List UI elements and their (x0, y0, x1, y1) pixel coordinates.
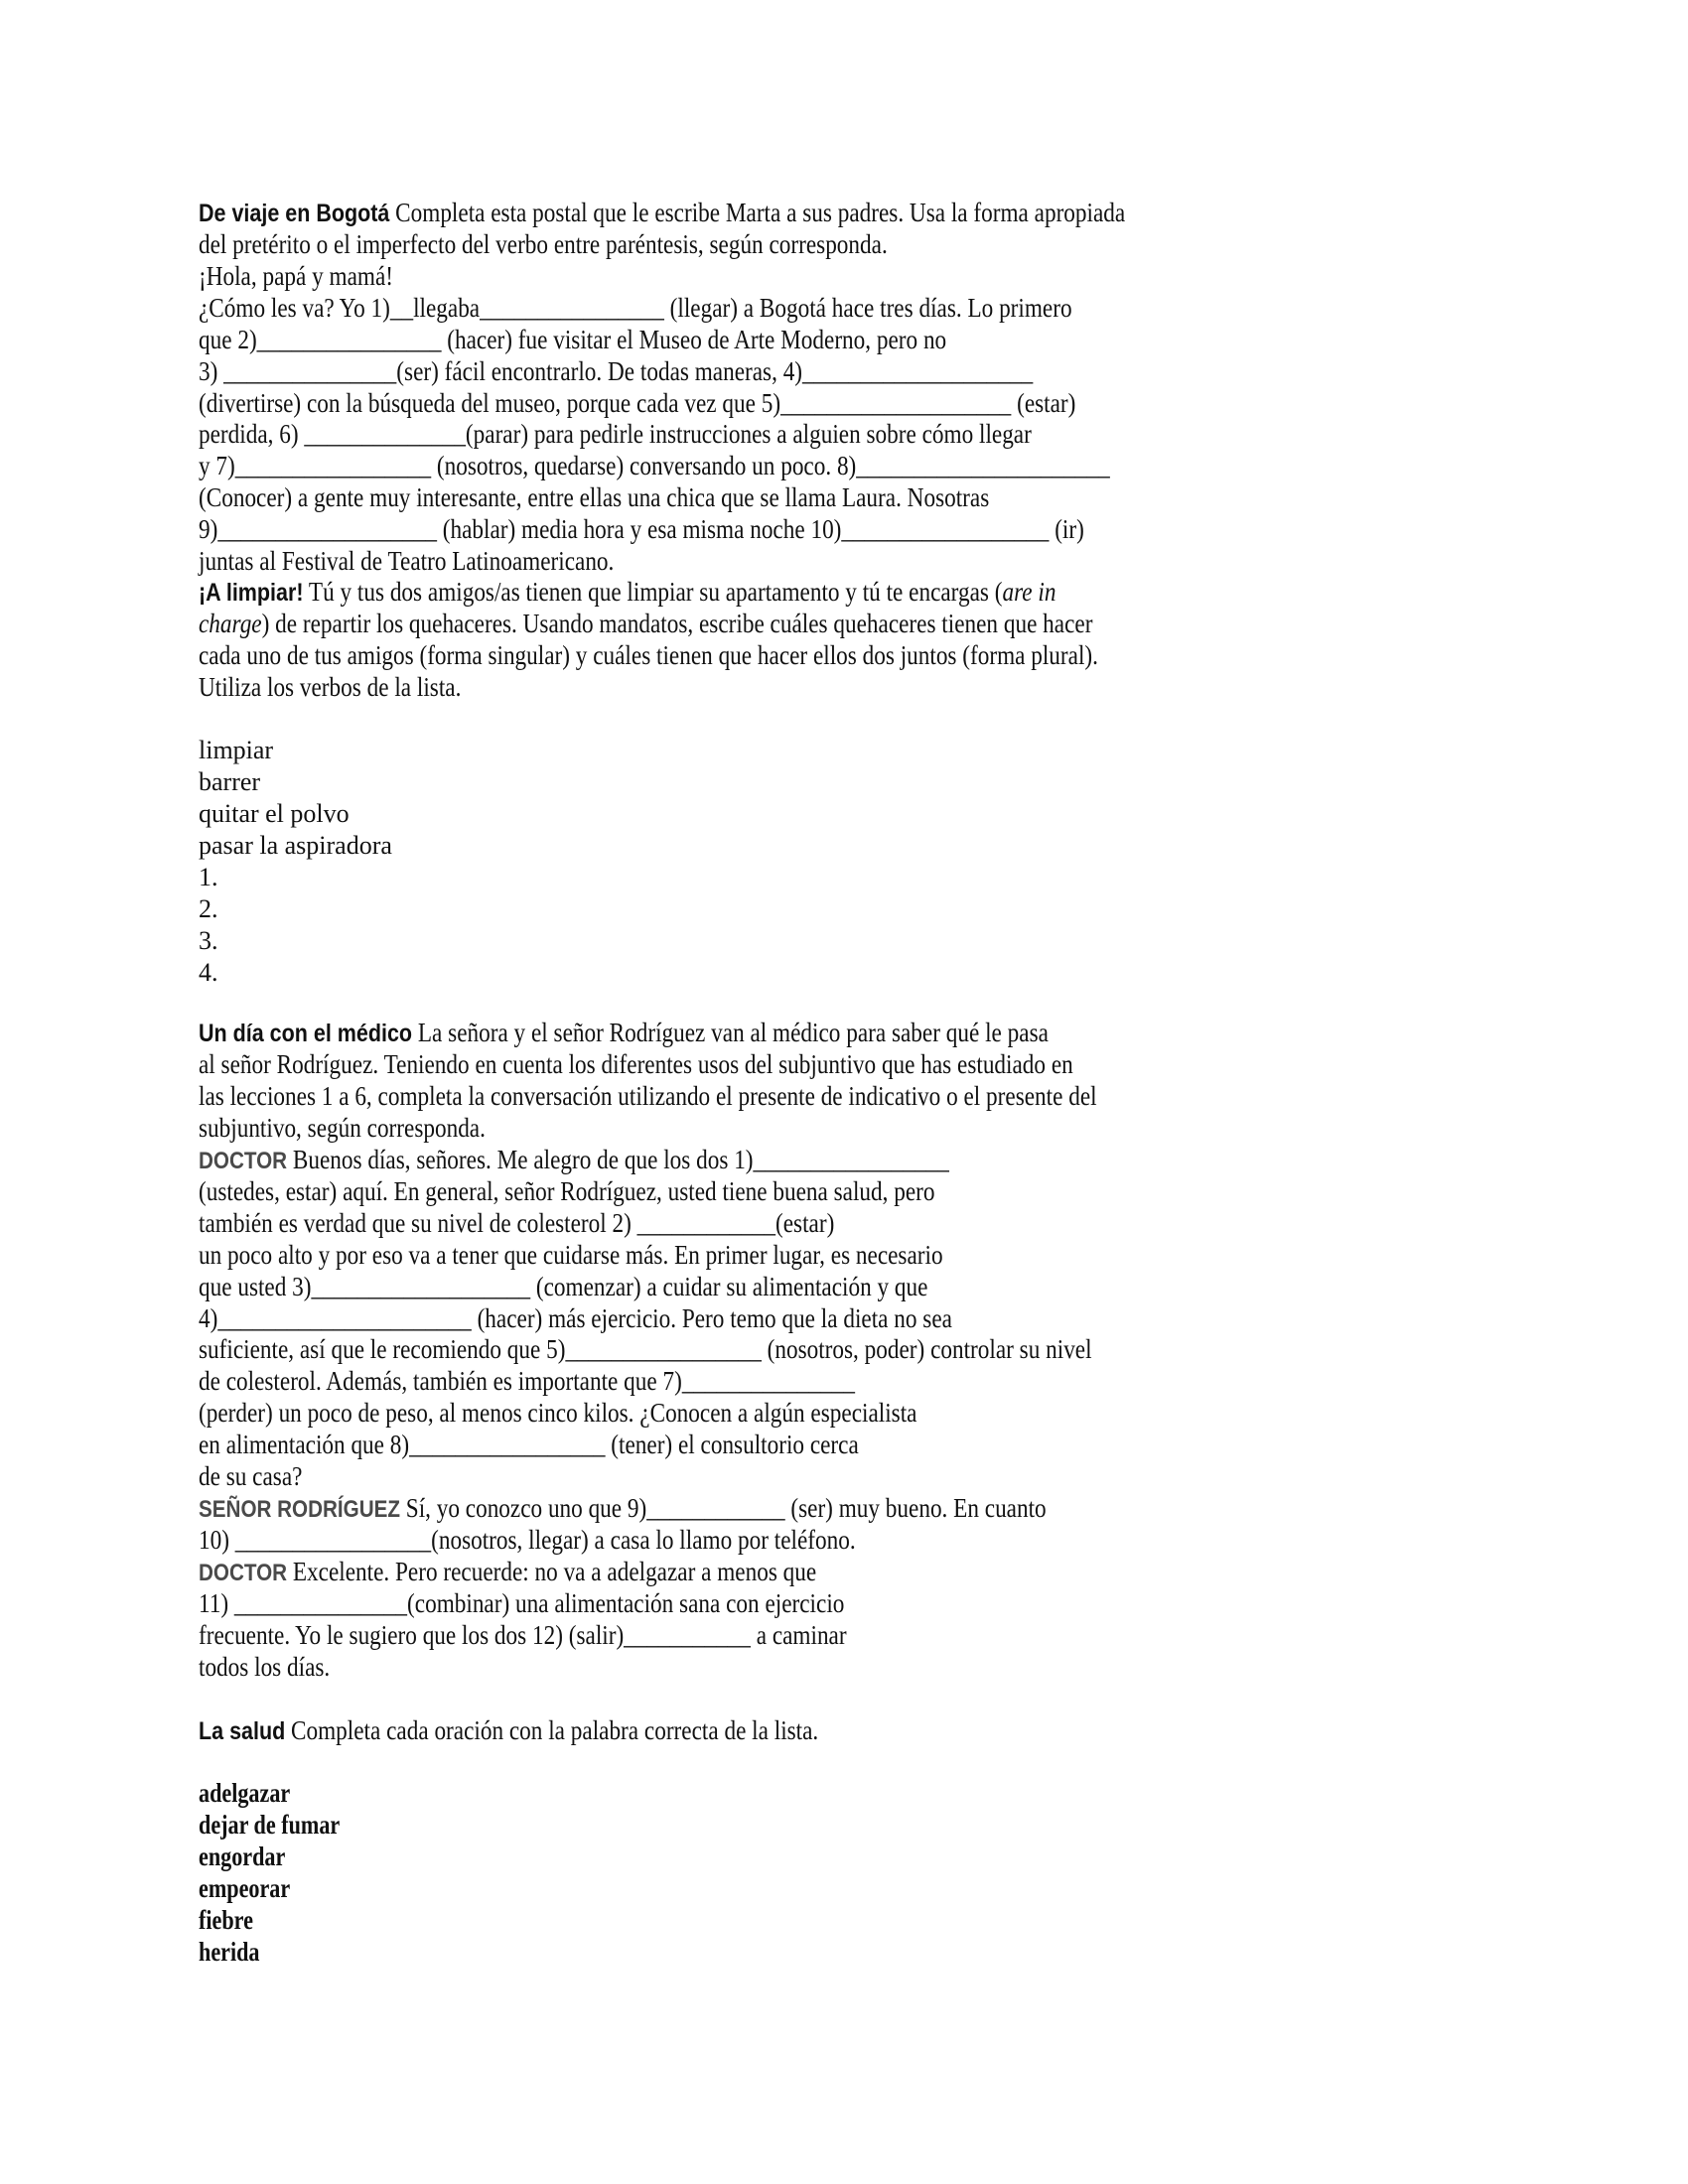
text-line: cada uno de tus amigos (forma singular) y cuáles tienen que hacer ellos dos juntos (forma plural). (199, 640, 1098, 670)
section4-heading: La salud (199, 1717, 286, 1745)
dialogue-line (199, 1556, 816, 1587)
section1-instructions: Completa esta postal que le escribe Marta a sus padres. Usa la forma apropiada (389, 198, 1126, 227)
verb-list-item: limpiar (199, 736, 274, 764)
dialogue-line: 4)______________________ (hacer) más ejercicio. Pero temo que la dieta no sea (199, 1303, 952, 1333)
italic-gloss: are in (1002, 577, 1056, 607)
word-list-item: engordar (199, 1842, 286, 1871)
section4-instructions: Completa cada oración con la palabra correcta de la lista. (285, 1715, 819, 1745)
verb-list-item: barrer (199, 767, 261, 796)
dialogue-line: un poco alto y por eso va a tener que cuidarse más. En primer lugar, es necesario (199, 1240, 943, 1270)
dialogue-line: 11) _______________(combinar) una alimentación sana con ejercicio (199, 1588, 845, 1618)
answer-number: 2. (199, 894, 218, 923)
word-list-item: fiebre (199, 1905, 253, 1935)
dialogue-line: suficiente, así que le recomiendo que 5)_________________ (nosotros, poder) controlar su nivel (199, 1334, 1092, 1364)
fill-in-line-2: que 2)________________ (hacer) fue visitar el Museo de Arte Moderno, pero no (199, 325, 947, 354)
fill-in-line-7-8: y 7)_________________ (nosotros, quedarse) conversando un poco. 8)______________________ (199, 451, 1110, 480)
dialogue-line (199, 1492, 1047, 1524)
answer-number: 1. (199, 863, 218, 891)
answer-number: 3. (199, 926, 218, 955)
section4-title-line (199, 1714, 818, 1746)
text-line: las lecciones 1 a 6, completa la conversación utilizando el presente de indicativo o el presente del (199, 1081, 1097, 1111)
fill-in-line-5: (divertirse) con la búsqueda del museo, porque cada vez que 5)____________________ (estar) (199, 388, 1076, 418)
text-line: subjuntivo, según corresponda. (199, 1113, 486, 1143)
dialogue-line: (perder) un poco de peso, al menos cinco kilos. ¿Conocen a algún especialista (199, 1398, 917, 1428)
fill-in-line-3-4: 3) _______________(ser) fácil encontrarlo. De todas maneras, 4)____________________ (199, 356, 1034, 386)
section2-instructions: Tú y tus dos amigos/as tienen que limpiar su apartamento y tú te encargas ( (303, 577, 1003, 607)
text-line: al señor Rodríguez. Teniendo en cuenta los diferentes usos del subjuntivo que has estudiado en (199, 1049, 1073, 1079)
text-line: juntas al Festival de Teatro Latinoamericano. (199, 546, 615, 576)
dialogue-line: todos los días. (199, 1652, 331, 1682)
dialogue-line: (ustedes, estar) aquí. En general, señor Rodríguez, usted tiene buena salud, pero (199, 1176, 935, 1206)
postcard-greeting: ¡Hola, papá y mamá! (199, 261, 393, 291)
dialogue-line (199, 1144, 949, 1175)
verb-list-item: quitar el polvo (199, 799, 350, 828)
section3-instructions: La señora y el señor Rodríguez van al médico para saber qué le pasa (412, 1018, 1049, 1047)
dialogue-line: que usted 3)___________________ (comenzar) a cuidar su alimentación y que (199, 1272, 928, 1301)
dialogue-line: 10) _________________(nosotros, llegar) a casa lo llamo por teléfono. (199, 1525, 856, 1555)
word-list-item: adelgazar (199, 1778, 291, 1808)
text-line: (Conocer) a gente muy interesante, entre ellas una chica que se llama Laura. Nosotras (199, 482, 990, 512)
speaker-doctor: DOCTOR (199, 1560, 288, 1586)
text-line (199, 608, 1092, 639)
italic-gloss: charge (199, 609, 262, 638)
section1-heading: De viaje en Bogotá (199, 200, 390, 227)
dialogue-line: frecuente. Yo le sugiero que los dos 12) (salir)___________ a caminar (199, 1620, 847, 1650)
dialogue-text: Buenos días, señores. Me alegro de que los dos 1)_________________ (287, 1145, 949, 1174)
text-line: Utiliza los verbos de la lista. (199, 672, 462, 702)
word-list-item: herida (199, 1937, 260, 1967)
text-line: del pretérito o el imperfecto del verbo entre paréntesis, según corresponda. (199, 229, 888, 259)
section1-title-line (199, 197, 1125, 228)
dialogue-line: en alimentación que 8)_________________ (tener) el consultorio cerca (199, 1430, 859, 1459)
fill-in-line-9-10: 9)___________________ (hablar) media hora y esa misma noche 10)__________________ (ir) (199, 514, 1084, 544)
section2-title-line (199, 576, 1055, 608)
dialogue-text: Excelente. Pero recuerde: no va a adelgazar a menos que (287, 1557, 817, 1586)
speaker-senor-rodriguez: SEÑOR RODRÍGUEZ (199, 1496, 400, 1523)
dialogue-line: de colesterol. Además, también es importante que 7)_______________ (199, 1366, 855, 1396)
section3-heading: Un día con el médico (199, 1020, 413, 1047)
dialogue-line: también es verdad que su nivel de colesterol 2) ____________(estar) (199, 1208, 835, 1238)
fill-in-line-1: ¿Cómo les va? Yo 1)__llegaba________________ (llegar) a Bogotá hace tres días. Lo primero (199, 293, 1072, 323)
text-span: ) de repartir los quehaceres. Usando mandatos, escribe cuáles quehaceres tienen que hacer (261, 609, 1093, 638)
speaker-doctor: DOCTOR (199, 1148, 288, 1174)
dialogue-line: de su casa? (199, 1461, 303, 1491)
answer-number: 4. (199, 958, 218, 987)
section2-heading: ¡A limpiar! (199, 579, 304, 607)
word-list-item: dejar de fumar (199, 1810, 341, 1840)
section3-title-line (199, 1017, 1049, 1048)
verb-list-item: pasar la aspiradora (199, 831, 392, 860)
word-list-item: empeorar (199, 1873, 291, 1903)
dialogue-text: Sí, yo conozco uno que 9)____________ (ser) muy bueno. En cuanto (399, 1493, 1047, 1523)
fill-in-line-6: perdida, 6) ______________(parar) para pedirle instrucciones a alguien sobre cómo llegar (199, 419, 1032, 449)
